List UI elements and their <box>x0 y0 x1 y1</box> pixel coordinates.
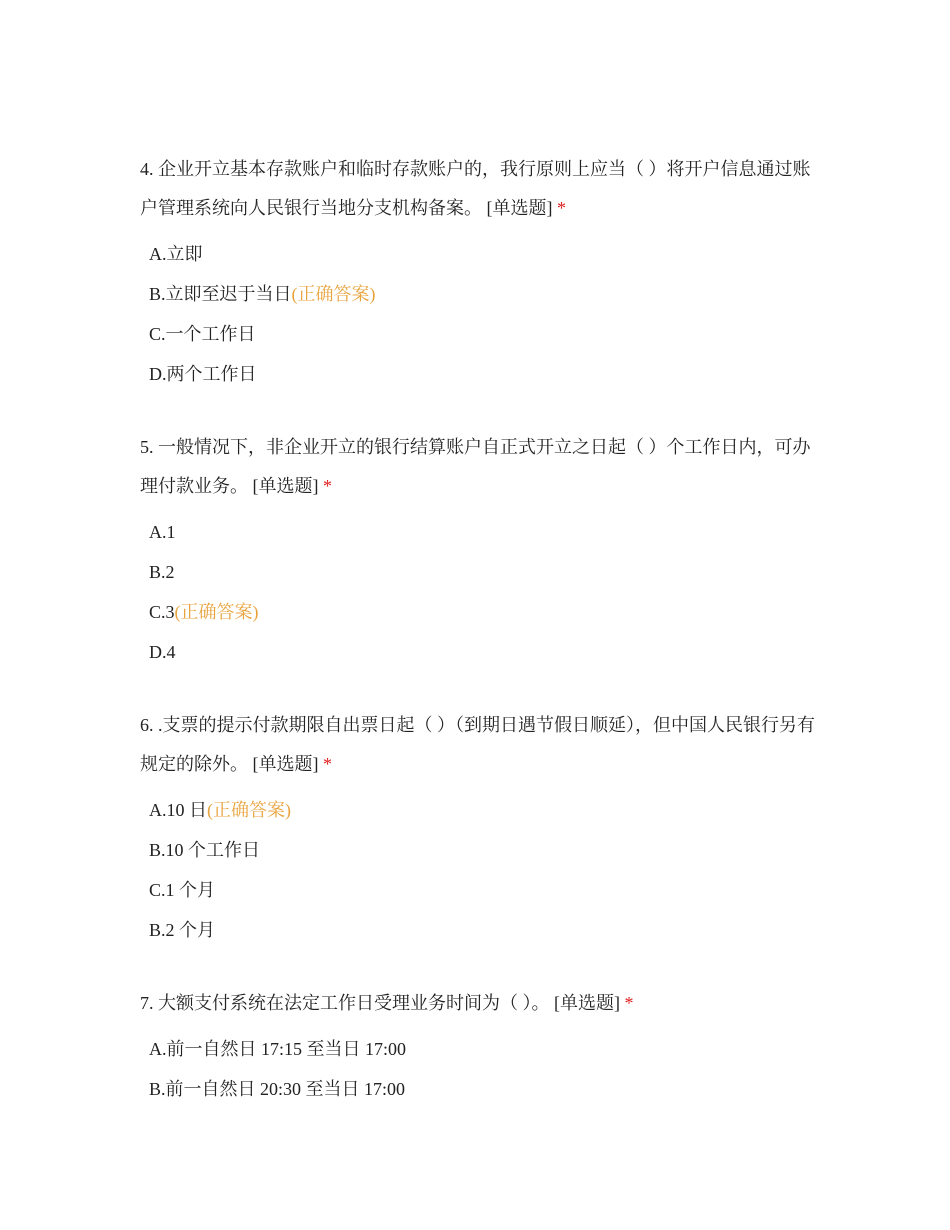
question-4-text: 4. 企业开立基本存款账户和临时存款账户的，我行原则上应当（ ）将开户信息通过账户管理系统向人民银行当地分支机构备案。 <box>140 159 811 218</box>
correct-answer-tag: (正确答案) <box>174 602 259 622</box>
option-d[interactable] <box>140 354 820 394</box>
option-label: D.两个工作日 <box>149 364 257 384</box>
option-d[interactable] <box>140 910 820 950</box>
question-5-text-block <box>140 428 820 506</box>
question-6-text: 6. .支票的提示付款期限自出票日起（ ）（到期日遇节假日顺延），但中国人民银行另有规定的除外。 <box>140 715 815 774</box>
option-c[interactable] <box>140 314 820 354</box>
question-type-label: [单选题] <box>252 476 319 496</box>
question-7-text: 7. 大额支付系统在法定工作日受理业务时间为（ ）。 <box>140 993 550 1013</box>
option-label: A.1 <box>149 522 176 542</box>
required-mark: * <box>557 198 566 218</box>
question-list <box>140 150 820 1143</box>
question-5-text: 5. 一般情况下，非企业开立的银行结算账户自正式开立之日起（ ）个工作日内，可办理付款业务。 <box>140 437 811 496</box>
option-d[interactable] <box>140 632 820 672</box>
option-c[interactable] <box>140 870 820 910</box>
question-4 <box>140 150 820 394</box>
option-a[interactable] <box>140 234 820 274</box>
option-label: C.1 个月 <box>149 880 216 900</box>
question-type-label: [单选题] <box>486 198 553 218</box>
option-a[interactable] <box>140 512 820 552</box>
option-label: B.前一自然日 20:30 至当日 17:00 <box>149 1079 406 1099</box>
option-c[interactable] <box>140 592 820 632</box>
option-a[interactable] <box>140 1029 820 1069</box>
question-7 <box>140 984 820 1109</box>
option-label: B.立即至迟于当日 <box>149 284 292 304</box>
question-type-label: [单选题] <box>554 993 620 1013</box>
correct-answer-tag: (正确答案) <box>291 284 376 304</box>
required-mark: * <box>323 754 332 774</box>
question-5 <box>140 428 820 672</box>
question-6 <box>140 706 820 950</box>
option-label: B.2 个月 <box>149 920 216 940</box>
option-b[interactable] <box>140 552 820 592</box>
option-label: B.2 <box>149 562 175 582</box>
option-label: C.3 <box>149 602 175 622</box>
correct-answer-tag: (正确答案) <box>207 800 291 820</box>
option-a[interactable] <box>140 790 820 830</box>
option-b[interactable] <box>140 274 820 314</box>
required-mark: * <box>323 476 332 496</box>
question-6-text-block <box>140 706 820 784</box>
option-label: B.10 个工作日 <box>149 840 261 860</box>
question-4-text-block <box>140 150 820 228</box>
required-mark: * <box>624 993 634 1013</box>
question-7-text-block <box>140 984 820 1023</box>
option-label: C.一个工作日 <box>149 324 256 344</box>
option-label: A.前一自然日 17:15 至当日 17:00 <box>149 1039 407 1059</box>
question-type-label: [单选题] <box>252 754 319 774</box>
option-label: A.立即 <box>149 244 203 264</box>
option-b[interactable] <box>140 830 820 870</box>
option-b[interactable] <box>140 1069 820 1109</box>
option-label: A.10 日 <box>149 800 207 820</box>
option-label: D.4 <box>149 642 176 662</box>
